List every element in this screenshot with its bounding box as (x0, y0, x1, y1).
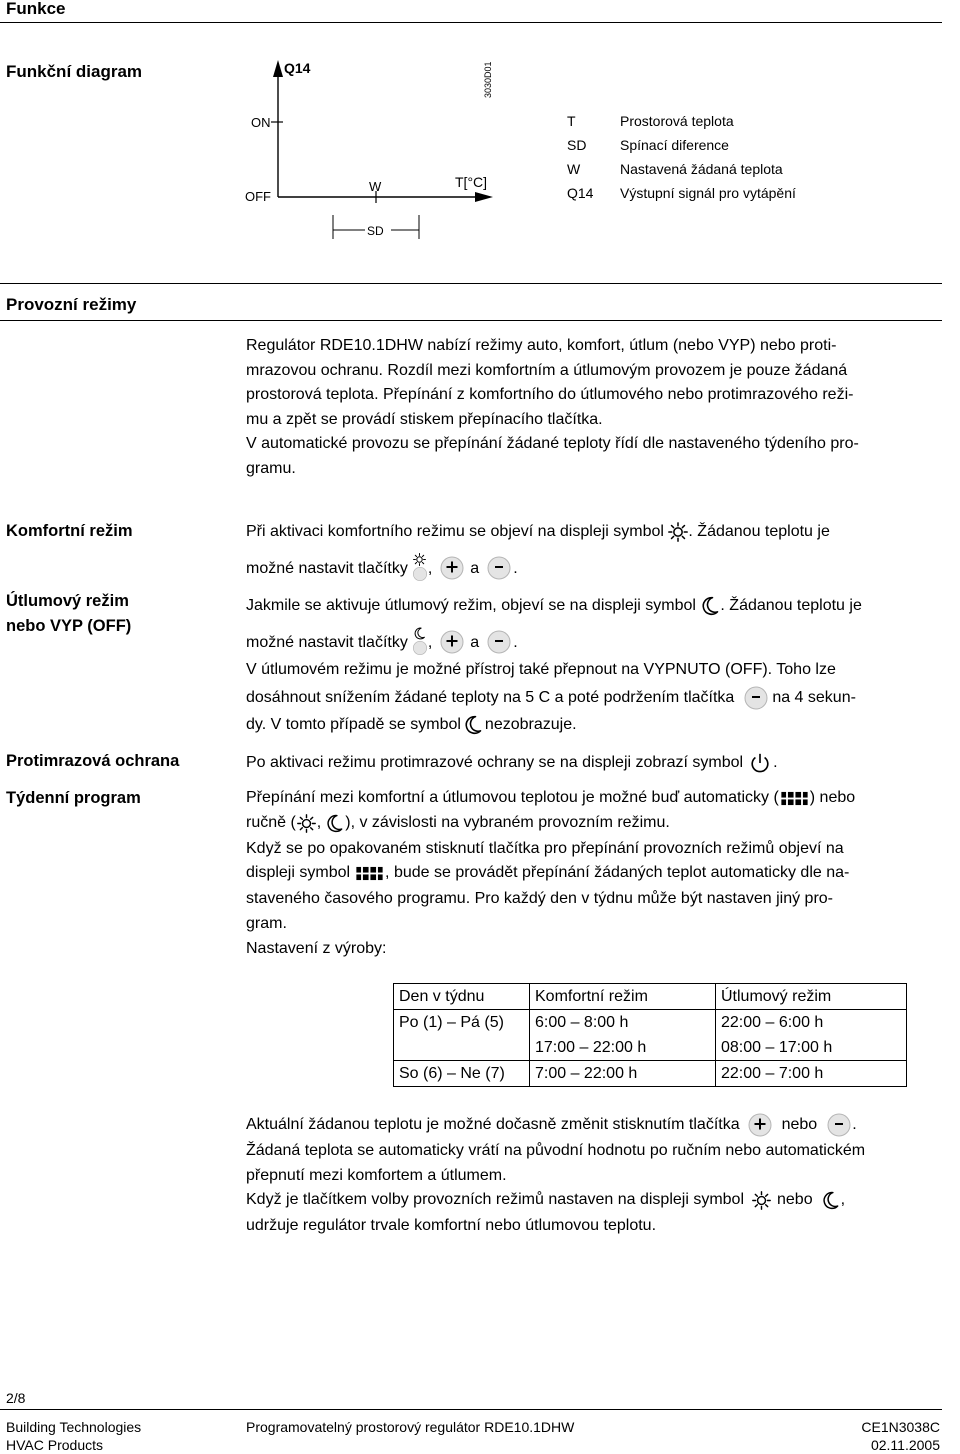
weekly-line2a: ručně ( (246, 814, 296, 832)
table-header-cell: Komfortní režim (530, 984, 716, 1010)
intro-line: Regulátor RDE10.1DHW nabízí režimy auto, komfort, útlum (nebo VYP) nebo proti- (246, 337, 837, 354)
eco-line1b: . Žádanou teplotu je (720, 597, 862, 614)
moon-icon (413, 627, 426, 640)
weekly-label: Týdenní program (6, 789, 141, 807)
table-cell: Po (1) – Pá (5) (394, 1010, 530, 1036)
eco-text (246, 594, 936, 738)
comfort-line1a: Při aktivaci komfortního režimu se objeví na displeji symbol (246, 523, 664, 540)
eco-line4a: dosáhnout snížením žádané teploty na 5 C a poté podržením tlačítka (246, 688, 735, 706)
q14-label: Q14 (284, 60, 311, 76)
footer-rule (0, 1409, 942, 1410)
comfort-line1b: . Žádanou teplotu je (688, 523, 830, 540)
legend-sym-3: W (567, 161, 581, 177)
after-line3: přepnutí mezi komfortem a útlumem. (246, 1167, 507, 1184)
plus-button-icon (748, 1113, 772, 1137)
auto-schedule-icon (356, 866, 383, 881)
frost-line1b: . (773, 753, 778, 771)
page-number: 2/8 (6, 1390, 26, 1406)
table-cell: 22:00 – 7:00 h (716, 1061, 907, 1087)
after-line4c: , (840, 1191, 846, 1209)
intro-line: V automatické provozu se přepínání žádané teploty řídí dle nastaveného týdeního pro- (246, 435, 859, 453)
plus-button-icon (440, 556, 464, 580)
legend-sym-1: T (567, 113, 576, 129)
weekly-line6: gram. (246, 915, 287, 932)
power-icon (749, 752, 771, 774)
legend-desc-2: Spínací diference (620, 137, 729, 153)
diagram-heading: Funkční diagram (6, 62, 143, 81)
table-cell: 17:00 – 22:00 h (530, 1035, 716, 1061)
after-line4b: nebo (777, 1191, 813, 1209)
table-header-cell: Útlumový režim (716, 984, 907, 1010)
off-label: OFF (245, 189, 271, 204)
weekly-line1a: Přepínání mezi komfortní a útlumovou teplotou je možné buď automaticky ( (246, 789, 779, 807)
diagram-code: 3030D01 (483, 61, 493, 98)
legend-sym-2: SD (567, 137, 587, 153)
function-diagram (235, 55, 555, 245)
comfort-line2b: , (427, 560, 433, 578)
weekly-line4b: , bude se provádět přepínání žádaných teplot automaticky dle na- (385, 864, 850, 882)
minus-button-icon (744, 686, 768, 710)
minus-button-icon (827, 1113, 851, 1137)
after-line5: udržuje regulátor trvale komfortní nebo útlumovou teplotu. (246, 1217, 657, 1234)
eco-line2d: . (513, 634, 518, 652)
after-line1b: nebo (781, 1115, 818, 1133)
moon-icon (325, 814, 344, 833)
intro-line: prostorová teplota. Přepínání z komfortního do útlumového nebo protimrazového reži- (246, 386, 854, 404)
mode-button-icon (412, 640, 428, 656)
after-line1c: . (852, 1115, 857, 1133)
sun-icon (297, 814, 316, 833)
table-cell: So (6) – Ne (7) (394, 1061, 530, 1087)
frost-line1a: Po aktivaci režimu protimrazové ochrany se na displeji zobrazí symbol (246, 753, 744, 771)
sun-icon (752, 1191, 771, 1210)
moon-icon (463, 715, 483, 735)
axis-label: T[°C] (455, 174, 488, 190)
sun-icon (668, 522, 688, 542)
footer-company: Building Technologies (6, 1419, 142, 1435)
minus-button-icon (487, 556, 511, 580)
legend-desc-1: Prostorová teplota (620, 113, 734, 129)
weekly-line7: Nastavení z výroby: (246, 940, 387, 957)
comfort-line2a: možné nastavit tlačítky (246, 560, 408, 578)
header-rule (0, 22, 942, 23)
eco-line1a: Jakmile se aktivuje útlumový režim, objeví se na displeji symbol (246, 597, 696, 614)
table-header-row (394, 984, 907, 1010)
after-line2: Žádaná teplota se automaticky vrátí na původní hodnotu po ručním nebo automatickém (246, 1142, 866, 1159)
sun-icon (413, 553, 426, 566)
frost-label: Protimrazová ochrana (6, 752, 180, 770)
legend-desc-4: Výstupní signál pro vytápění (620, 185, 796, 201)
section-rule-1 (0, 283, 942, 284)
eco-label-1: Útlumový režim (6, 592, 129, 610)
table-cell: 6:00 – 8:00 h (530, 1010, 716, 1036)
weekly-line2b: , (316, 814, 322, 832)
footer-division: HVAC Products (6, 1437, 103, 1453)
weekly-line3: Když se po opakovaném stisknutí tlačítka pro přepínání provozních režimů objeví na (246, 840, 844, 857)
comfort-text (246, 520, 936, 582)
footer-doc-title: Programovatelný prostorový regulátor RDE10.1DHW (246, 1419, 575, 1435)
plus-button-icon (440, 630, 464, 654)
table-cell: 22:00 – 6:00 h (716, 1010, 907, 1036)
table-header-cell: Den v týdnu (394, 984, 530, 1010)
sd-label: SD (367, 224, 384, 238)
section-rule-2 (0, 320, 942, 321)
table-row (394, 1035, 907, 1061)
after-line1a: Aktuální žádanou teplotu je možné dočasně změnit stisknutím tlačítka (246, 1115, 740, 1133)
eco-line2b: , (427, 634, 433, 652)
eco-label-2: nebo VYP (OFF) (6, 617, 132, 635)
eco-line2a: možné nastavit tlačítky (246, 634, 408, 652)
w-label: W (369, 179, 382, 194)
table-cell: 7:00 – 22:00 h (530, 1061, 716, 1087)
table-row (394, 1061, 907, 1087)
footer-doc-number: CE1N3038C (861, 1419, 940, 1435)
eco-line3: V útlumovém režimu je možné přístroj také přepnout na VYPNUTO (OFF). Toho lze (246, 661, 836, 678)
eco-line2c: a (470, 634, 480, 652)
intro-line: mrazovou ochranu. Rozdíl mezi komfortním a útlumovým provozem je pouze žádaná (246, 361, 848, 379)
auto-schedule-icon (781, 791, 808, 806)
legend-desc-3: Nastavená žádaná teplota (620, 161, 783, 177)
moon-icon (821, 1191, 840, 1210)
minus-button-icon (487, 630, 511, 654)
after-line4a: Když je tlačítkem volby provozních režimů nastaven na displeji symbol (246, 1191, 744, 1209)
table-cell (394, 1035, 530, 1061)
weekly-line2c: ), v závislosti na vybraném provozním režimu. (345, 814, 670, 832)
footer-date: 02.11.2005 (870, 1437, 940, 1453)
mode-button-icon (412, 566, 428, 582)
eco-line5b: nezobrazuje. (484, 715, 577, 733)
page-header-title: Funkce (6, 0, 66, 18)
table-row (394, 1010, 907, 1036)
weekly-text (246, 786, 936, 961)
weekly-line4a: displeji symbol (246, 864, 351, 882)
override-text (246, 1112, 946, 1238)
comfort-line2d: . (513, 560, 518, 578)
legend-sym-4: Q14 (567, 185, 594, 201)
factory-schedule-table (393, 983, 907, 1087)
table-cell: 08:00 – 17:00 h (716, 1035, 907, 1061)
moon-icon (700, 596, 720, 616)
comfort-line2c: a (470, 560, 480, 578)
comfort-label: Komfortní režim (6, 522, 133, 540)
eco-line5a: dy. V tomto případě se symbol (246, 715, 461, 733)
eco-line4b: na 4 sekun- (772, 688, 856, 706)
weekly-line1b: ) nebo (809, 789, 856, 807)
modes-intro (246, 334, 936, 482)
modes-heading: Provozní režimy (6, 295, 137, 314)
weekly-line5: staveného časového programu. Pro každý den v týdnu může být nastaven jiný pro- (246, 890, 833, 907)
intro-line: gramu. (246, 459, 296, 477)
intro-line: mu a zpět se provádí stiskem přepínacího tlačítka. (246, 410, 603, 428)
frost-text (246, 750, 936, 776)
on-label: ON (251, 115, 271, 130)
